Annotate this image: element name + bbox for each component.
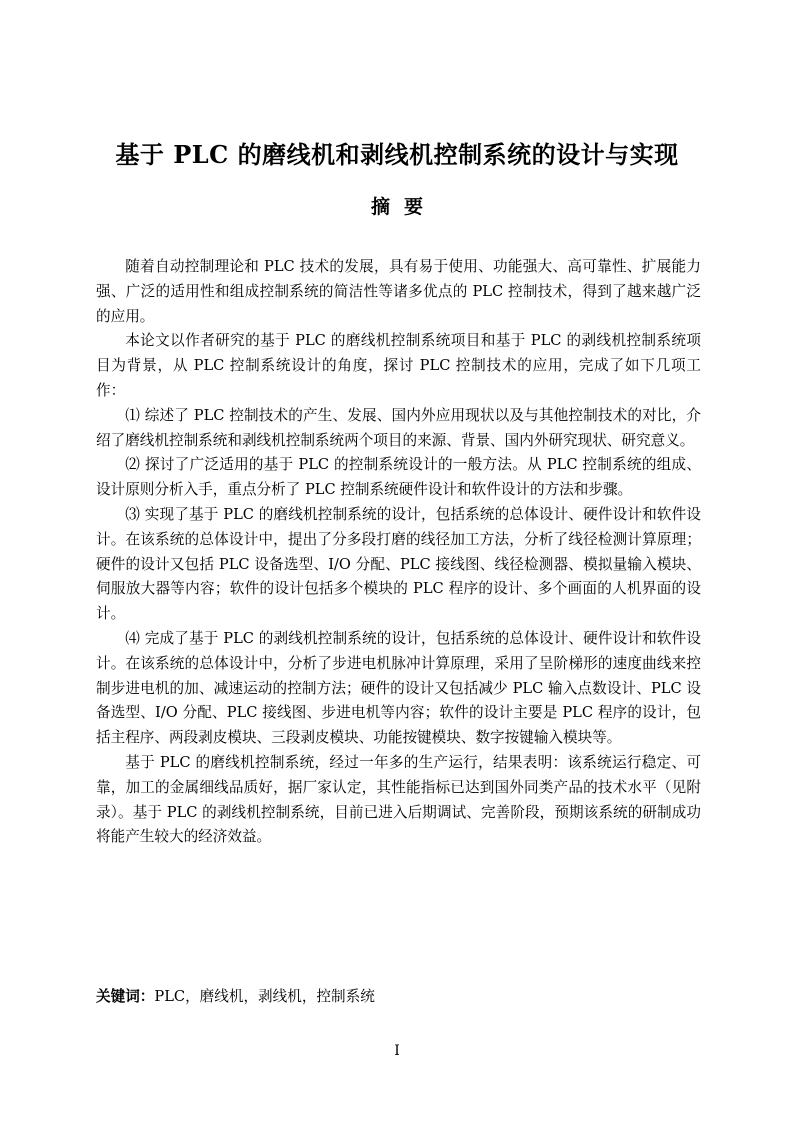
- abstract-heading: 摘要: [370, 196, 437, 218]
- document-title: 基于 PLC 的磨线机和剥线机控制系统的设计与实现: [115, 140, 679, 169]
- abstract-paragraph: ⑷ 完成了基于 PLC 的剥线机控制系统的设计，包括系统的总体设计、硬件设计和软件设计。在该系统的总体设计中，分析了步进电机脉冲计算原理，采用了呈阶梯形的速度曲线来控制步进电机的加、减速运动的控制方法；硬件的设计又包括减少 PLC 输入点数设计、PLC 设备选型、I/O 分配、PLC 接线图、步进电机等内容；软件的设计主要是 PLC 程序的设计，包括主程序、两段剥皮模块、三段剥皮模块、功能按键模块、数字按键输入模块等。: [96, 629, 701, 747]
- abstract-body: [96, 255, 701, 850]
- abstract-paragraph: ⑶ 实现了基于 PLC 的磨线机控制系统的设计，包括系统的总体设计、硬件设计和软件设计。在该系统的总体设计中，提出了分多段打磨的线径加工方法，分析了线径检测计算原理；硬件的设计又包括 PLC 设备选型、I/O 分配、PLC 接线图、线径检测器、模拟量输入模块、伺服放大器等内容；软件的设计包括多个模块的 PLC 程序的设计、多个画面的人机界面的设计。: [96, 505, 701, 623]
- keywords-label: 关键词：: [96, 988, 155, 1005]
- abstract-paragraph: 本论文以作者研究的基于 PLC 的磨线机控制系统项目和基于 PLC 的剥线机控制系统项目为背景，从 PLC 控制系统设计的角度，探讨 PLC 控制技术的应用，完成了如下几项工作：: [96, 332, 701, 399]
- keywords-line: [96, 985, 701, 1009]
- abstract-paragraph: ⑵ 探讨了广泛适用的基于 PLC 的控制系统设计的一般方法。从 PLC 控制系统的组成、设计原则分析入手，重点分析了 PLC 控制系统硬件设计和软件设计的方法和步骤。: [96, 456, 701, 499]
- abstract-paragraph: 随着自动控制理论和 PLC 技术的发展，具有易于使用、功能强大、高可靠性、扩展能力强、广泛的适用性和组成控制系统的简洁性等诸多优点的 PLC 控制技术，得到了越来越广泛的应用。: [96, 258, 701, 325]
- keywords-text: PLC，磨线机，剥线机，控制系统: [154, 988, 375, 1005]
- page-number: I: [394, 1043, 400, 1059]
- abstract-paragraph: 基于 PLC 的磨线机控制系统，经过一年多的生产运行，结果表明：该系统运行稳定、可靠，加工的金属细线品质好，据厂家认定，其性能指标已达到国外同类产品的技术水平（见附录）。基于 PLC 的剥线机控制系统，目前已进入后期调试、完善阶段，预期该系统的研制成功将能产生较大的经济效益。: [96, 753, 701, 846]
- abstract-paragraph: ⑴ 综述了 PLC 控制技术的产生、发展、国内外应用现状以及与其他控制技术的对比，介绍了磨线机控制系统和剥线机控制系统两个项目的来源、背景、国内外研究现状、研究意义。: [96, 406, 701, 449]
